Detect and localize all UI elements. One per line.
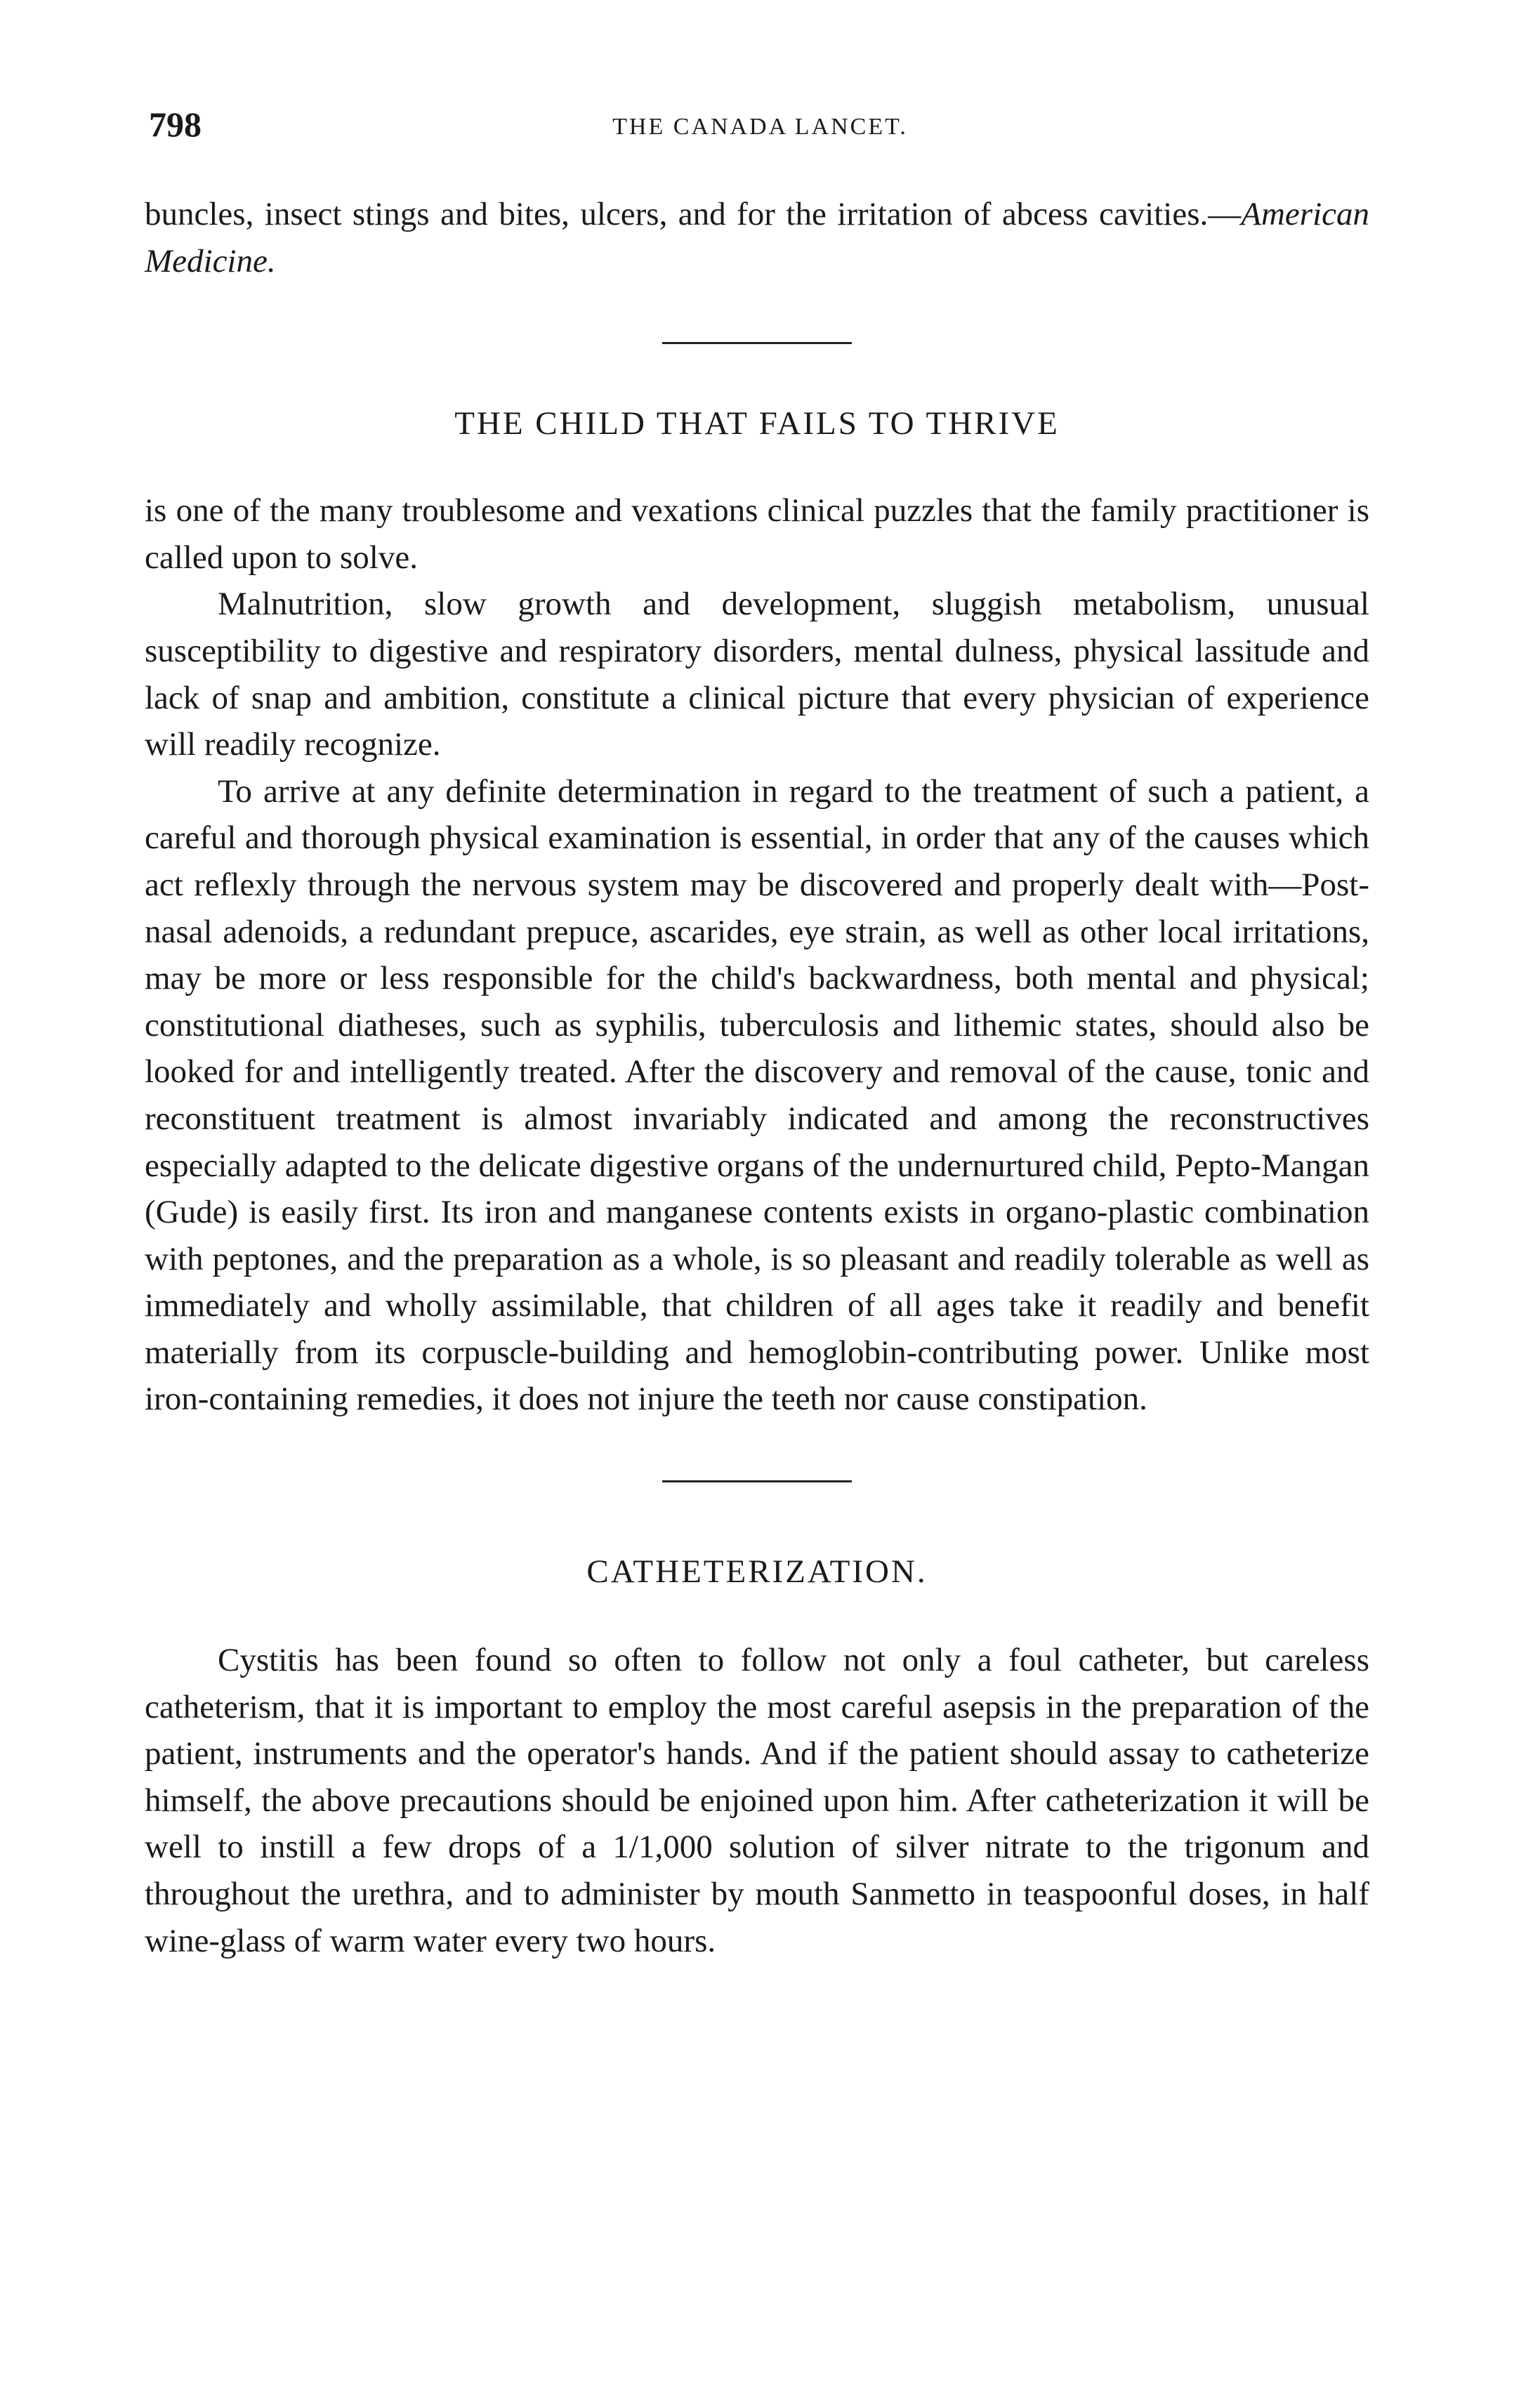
section-heading: THE CHILD THAT FAILS TO THRIVE xyxy=(454,405,1060,442)
continuation-text: buncles, insect stings and bites, ulcers, and for the irritation of abcess cavities.— xyxy=(145,196,1242,232)
continuation-paragraph xyxy=(145,191,1369,284)
paragraph: is one of the many troublesome and vexations clinical puzzles that the family practitioner is called upon to solve. xyxy=(145,492,1369,576)
paragraph: Cystitis has been found so often to follow not only a foul catheter, but careless catheterism, that it is important to employ the most careful asepsis in the preparation of the patient, instruments and the operator's hands. And if the patient should assay to catheterize himself, the above precautions should be enjoined upon him. After catheterization it will be well to instill a few drops of a 1/1,000 solution of silver nitrate to the trigonum and throughout the urethra, and to administer by mouth Sanmetto in teaspoonful doses, in half wine-glass of warm water every two hours. xyxy=(145,1642,1369,1959)
page-header xyxy=(149,104,1371,153)
paragraph: To arrive at any definite determination in regard to the treatment of such a patient, a careful and thorough physical examination is essential, in order that any of the causes which act reflexly through the nervous system may be discovered and properly dealt with—Post-nasal adenoids, a redundant prepuce, ascarides, eye strain, as well as other local irritations, may be more or less responsible for the child's backwardness, both mental and physical; constitutional diatheses, such as syphilis, tuberculosis and lithemic states, should also be looked for and intelligently treated. After the discovery and removal of the cause, tonic and reconstituent treatment is almost invariably indicated and among the reconstructives especially adapted to the delicate digestive organs of the undernurtured child, Pepto-Mangan (Gude) is easily first. Its iron and manganese contents exists in organo-plastic combination with peptones, and the preparation as a whole, is so pleasant and readily tolerable as well as immediately and wholly assimilable, that children of all ages take it readily and benefit materially from its corpuscle-building and hemoglobin-contributing power. Unlike most iron-containing remedies, it does not injure the teeth nor cause constipation. xyxy=(145,772,1369,1418)
page-number: 798 xyxy=(149,105,202,144)
running-title: THE CANADA LANCET. xyxy=(612,114,908,140)
article-body xyxy=(145,191,1369,1964)
section-heading: CATHETERIZATION. xyxy=(586,1553,928,1591)
paragraph: Malnutrition, slow growth and development, sluggish metabolism, unusual susceptibility to digestive and respiratory disorders, mental dulness, physical lassitude and lack of snap and ambition, constitute a clinical picture that every physician of experience will readily recognize. xyxy=(145,586,1369,763)
source-citation: American Medicine. xyxy=(145,196,1369,279)
